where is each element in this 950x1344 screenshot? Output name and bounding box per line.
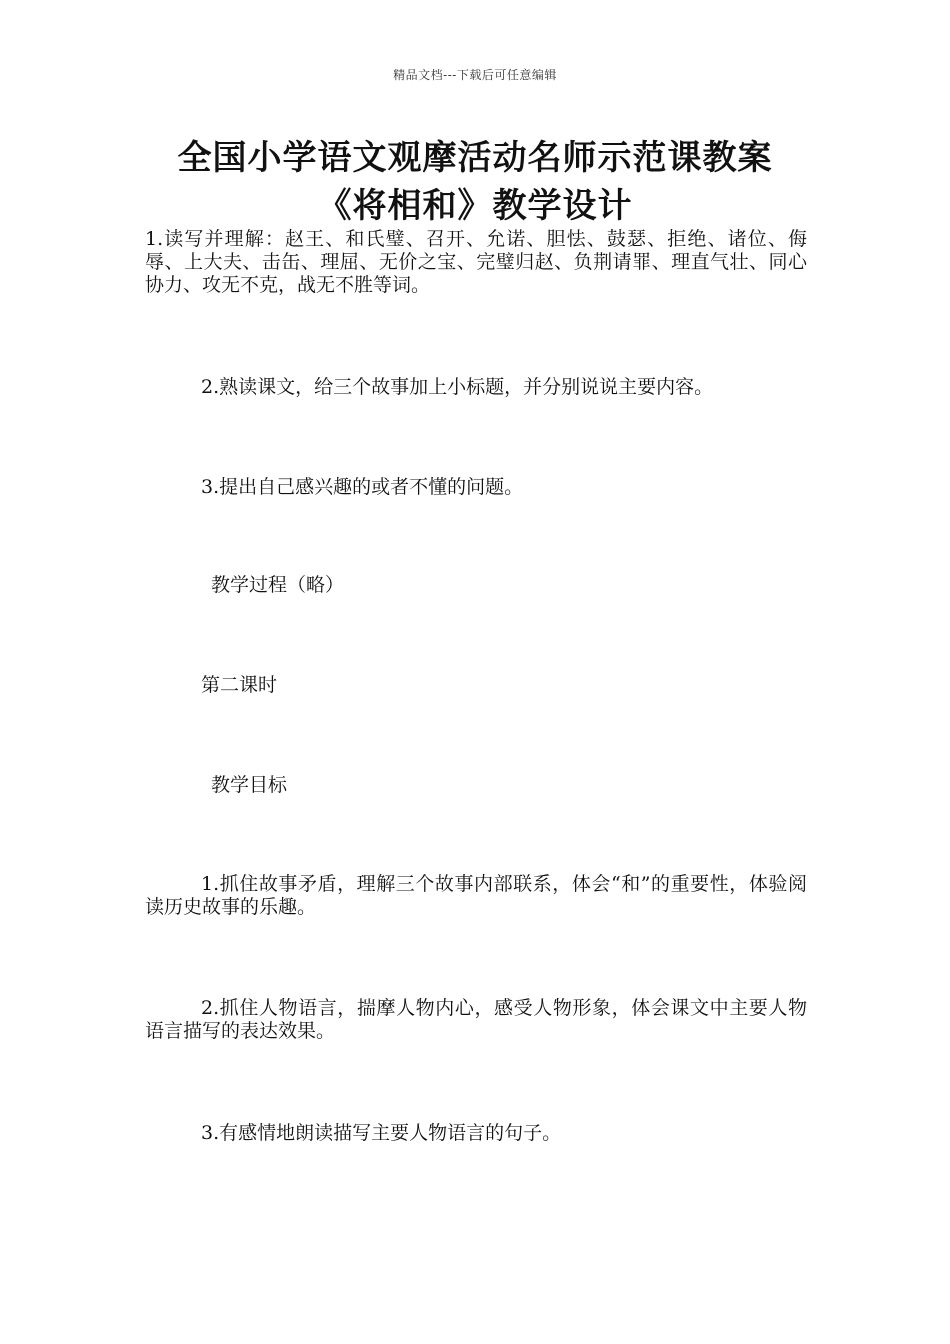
paragraph-teaching-process: 教学过程（略） bbox=[211, 574, 345, 596]
paragraph-read-text: 2.熟读课文，给三个故事加上小标题，并分别说说主要内容。 bbox=[201, 376, 714, 398]
paragraph-goal-1: 1.抓住故事矛盾，理解三个故事内部联系，体会“和”的重要性，体验阅读历史故事的乐趣。 bbox=[145, 873, 807, 918]
document-title: 全国小学语文观摩活动名师示范课教案 bbox=[177, 138, 773, 178]
section-heading-teaching-goals: 教学目标 bbox=[211, 774, 288, 796]
section-heading-second-lesson: 第二课时 bbox=[201, 674, 278, 696]
paragraph-goal-3: 3.有感情地朗读描写主要人物语言的句子。 bbox=[201, 1122, 562, 1144]
paragraph-goal-2: 2.抓住人物语言，揣摩人物内心，感受人物形象，体会课文中主要人物语言描写的表达效果。 bbox=[145, 997, 807, 1042]
paragraph-vocabulary: 1.读写并理解：赵王、和氏璧、召开、允诺、胆怯、鼓瑟、拒绝、诸位、侮辱、上大夫、击缶、理屈、无价之宝、完璧归赵、负荆请罪、理直气壮、同心协力、攻无不克，战无不胜等词。 bbox=[145, 228, 807, 296]
document-subtitle: 《将相和》教学设计 bbox=[317, 186, 633, 226]
paragraph-questions: 3.提出自己感兴趣的或者不懂的问题。 bbox=[201, 476, 524, 498]
header-note: 精品文档---下载后可任意编辑 bbox=[393, 68, 557, 82]
